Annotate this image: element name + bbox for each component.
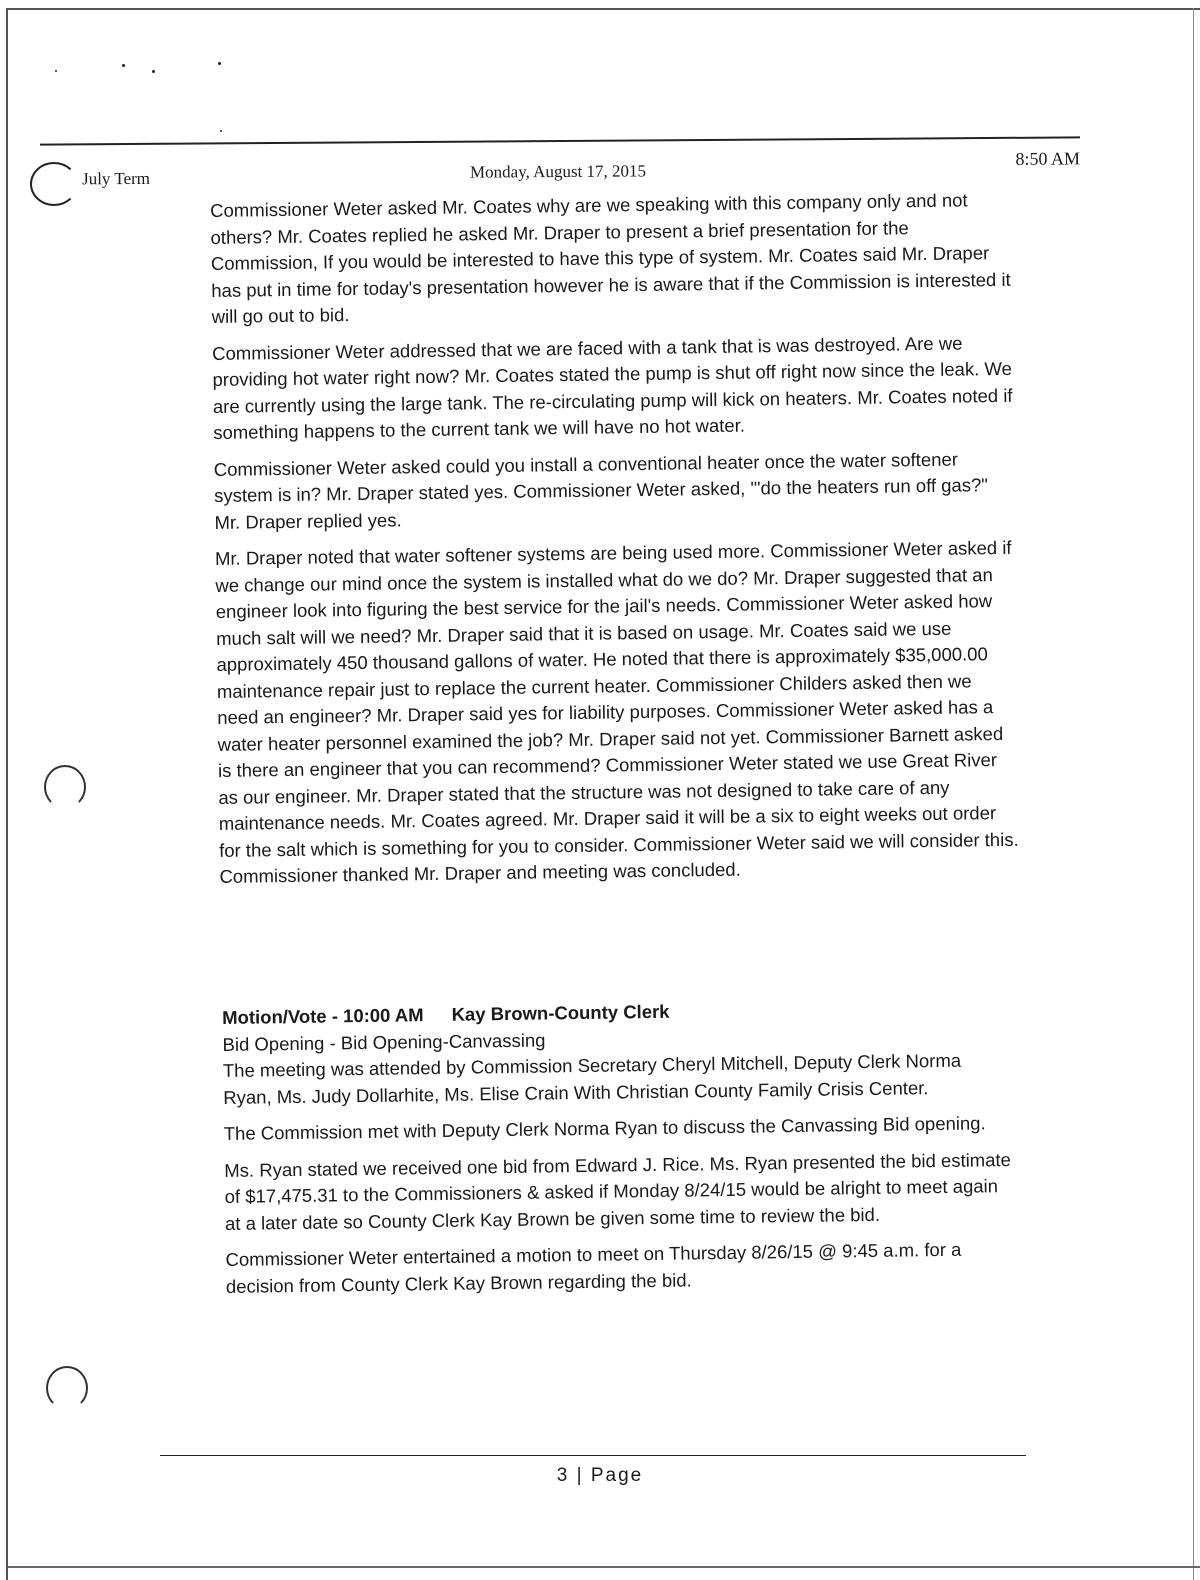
scan-speck: [55, 70, 57, 72]
paragraph: Commissioner Weter addressed that we are faced with a tank that is was destroyed. Are we providing hot water right now? Mr. Coates stated the pump is shut off right now since the leak. We are currently using the large tank. The re-circulating pump will kick on heaters. Mr. Coates noted if something happens to the current tank we will have no hot water.: [212, 332, 1013, 443]
scan-border-top: [6, 8, 1200, 10]
header-date: Monday, August 17, 2015: [469, 161, 647, 182]
scan-speck: [122, 64, 125, 67]
paragraph: Commissioner Weter asked Mr. Coates why are we speaking with this company only and not others? Mr. Coates replied he asked Mr. Draper to present a brief presentation for the Commission, If you would be interested to have this type of system. Mr. Coates said Mr. Draper has put in time for today's presentation however he is aware that if the Commission is interested it will go out to bid.: [210, 189, 1011, 327]
footer-rule: [160, 1455, 1026, 1456]
header-rule: [40, 136, 1080, 145]
scan-border-bottom: [8, 1566, 1200, 1568]
motion-label: Motion/Vote - 10:00 AM: [222, 1004, 424, 1028]
minutes-body: [210, 187, 1020, 901]
attendance-paragraph: The meeting was attended by Commission Secretary Cheryl Mitchell, Deputy Clerk Norma Ryan, Ms. Judy Dollarhite, Ms. Elise Crain With Christian County Family Crisis Center.: [222, 1049, 962, 1108]
motion-person: Kay Brown-County Clerk: [451, 1000, 670, 1025]
paragraph: Mr. Draper noted that water softener systems are being used more. Commissioner Weter asked if we change our mind once the system is installed what do we do? Mr. Draper suggested that an engineer look into figuring the best service for the jail's needs. Commissioner Weter asked how much salt will we need? Mr. Draper said that it is based on usage. Mr. Coates said we use approximately 450 thousand gallons of water. He noted that there is approximately $35,000.00 maintenance repair just to replace the current heater. Commissioner Childers asked then we need an engineer? Mr. Draper said yes for liability purposes. Commissioner Weter asked has a water heater personnel examined the job? Mr. Draper said not yet. Commissioner Barnett asked is there an engineer that you can recommend? Commissioner Weter stated we use Great River as our engineer. Mr. Draper stated that the structure was not designed to take care of any maintenance needs. Mr. Coates agreed. Mr. Draper said it will be a six to eight weeks out order for the salt which is something for you to consider. Commissioner Weter said we will consider this. Commissioner thanked Mr. Draper and meeting was concluded.: [214, 536, 1019, 887]
punch-hole: [46, 1366, 88, 1410]
scan-speck: [152, 70, 155, 73]
header-time: 8:50 AM: [1015, 148, 1081, 169]
scan-border-right: [1193, 8, 1194, 1580]
bid-opening-line: Bid Opening - Bid Opening-Canvassing: [222, 1028, 546, 1055]
term-label: July Term: [81, 168, 151, 189]
page-header: [40, 148, 1080, 189]
paragraph: The Commission met with Deputy Clerk Norma Ryan to discuss the Canvassing Bid opening.: [223, 1112, 986, 1144]
motion-section: [222, 994, 1016, 1310]
paragraph: Ms. Ryan stated we received one bid from Edward J. Rice. Ms. Ryan presented the bid estimate of $17,475.31 to the Commissioners & asked if Monday 8/24/15 would be alright to meet again at a later date so County Clerk Kay Brown be given some time to review the bid.: [224, 1148, 1011, 1234]
scan-border-left: [6, 8, 8, 1580]
paragraph: Commissioner Weter asked could you install a conventional heater once the water softener system is in? Mr. Draper stated yes. Commissioner Weter asked, '"do the heaters run off gas?" Mr. Draper replied yes.: [213, 448, 989, 533]
scan-speck: [220, 130, 222, 132]
paragraph: Commissioner Weter entertained a motion to meet on Thursday 8/26/15 @ 9:45 a.m. for a decision from County Clerk Kay Brown regarding the bid.: [225, 1238, 962, 1297]
punch-hole: [44, 765, 86, 809]
scan-speck: [218, 62, 221, 65]
page-number: 3 | Page: [556, 1465, 644, 1486]
